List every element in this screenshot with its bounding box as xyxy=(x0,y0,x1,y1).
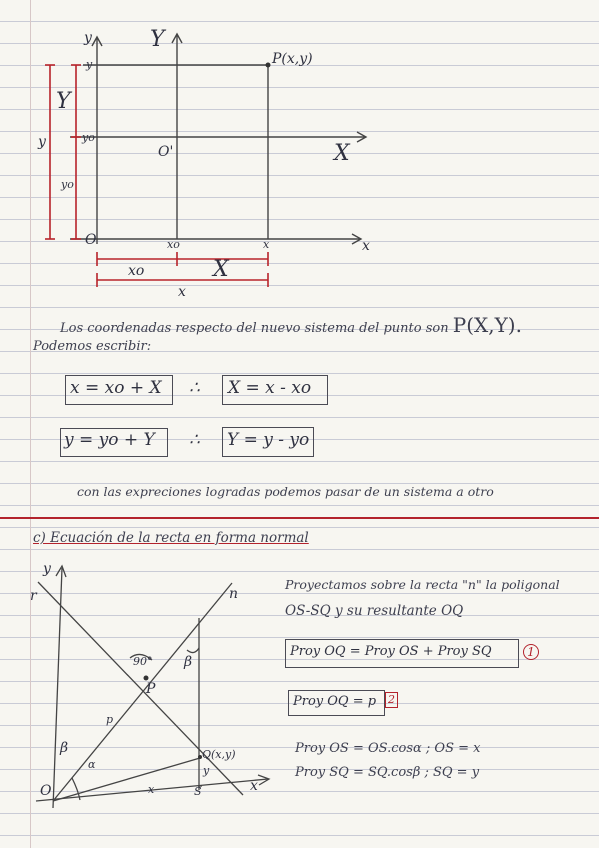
label-y-2: y xyxy=(43,561,51,577)
dim-Y: Y xyxy=(56,89,71,114)
point-P xyxy=(144,676,149,681)
therefore-1: ∴ xyxy=(189,378,200,398)
projection-text-1: Proyectamos sobre la recta "n" la poligonal xyxy=(285,577,560,592)
equation-4: Proy SQ = SQ.cosβ ; SQ = y xyxy=(295,765,480,780)
label-Q: Q(x,y) xyxy=(202,748,236,761)
label-n: n xyxy=(229,586,239,602)
label-P: P xyxy=(146,681,156,697)
segment-OQ xyxy=(53,758,200,801)
projection-text-2: OS-SQ y su resultante OQ xyxy=(285,603,464,619)
label-Y-axis: Y xyxy=(150,27,165,52)
equation-2: Proy OQ = p xyxy=(293,694,377,709)
y-axis-2 xyxy=(53,568,62,808)
therefore-2: ∴ xyxy=(189,430,200,450)
label-beta: β xyxy=(184,654,193,670)
dim-xo: xo xyxy=(128,263,145,279)
label-x-axis: x xyxy=(362,238,370,254)
label-beta-2: β xyxy=(60,740,69,756)
tick-yo: yo xyxy=(82,131,95,144)
podemos-escribir: Podemos escribir: xyxy=(33,339,152,354)
label-x-small: x xyxy=(148,783,155,796)
section-c-title: c) Ecuación de la recta en forma normal xyxy=(33,530,309,546)
label-point-p: P(x,y) xyxy=(272,51,313,67)
tick-xo: xo xyxy=(167,238,180,251)
label-90: 90° xyxy=(133,655,153,668)
label-O-2: O xyxy=(40,783,52,799)
label-alpha: α xyxy=(88,758,96,771)
equation-1-number: 1 xyxy=(523,644,539,660)
label-S: S xyxy=(194,785,202,798)
formula-2: y = yo + Y xyxy=(64,430,155,450)
label-origin: O xyxy=(85,232,97,248)
label-X-axis: X xyxy=(334,141,350,166)
formula-1: x = xo + X xyxy=(70,378,162,398)
coordinates-sentence: Los coordenadas respecto del nuevo sistema del punto son P(X,Y). xyxy=(60,313,522,337)
label-p: p xyxy=(106,713,114,726)
line-r xyxy=(38,582,243,795)
equation-2-number: 2 xyxy=(385,692,398,708)
dim-x: x xyxy=(178,284,186,300)
label-r: r xyxy=(30,588,37,604)
tick-x: x xyxy=(263,238,270,251)
expressions-sentence: con las expreciones logradas podemos pasar de un sistema a otro xyxy=(77,484,494,499)
dim-X: X xyxy=(213,257,229,282)
label-origin-prime: O' xyxy=(158,144,174,160)
beta-angle-mark xyxy=(187,648,199,653)
tick-y: y xyxy=(86,58,93,71)
formula-1b: X = x - xo xyxy=(228,378,312,398)
dim-y: y xyxy=(38,134,46,150)
equation-3: Proy OS = OS.cosα ; OS = x xyxy=(295,741,481,756)
formula-2b: Y = y - yo xyxy=(227,430,310,450)
label-y-axis: y xyxy=(84,30,92,46)
dim-yo: yo xyxy=(61,178,74,191)
label-x-2: x xyxy=(250,778,258,794)
label-y-small: y xyxy=(203,764,210,777)
equation-1: Proy OQ = Proy OS + Proy SQ xyxy=(290,644,492,659)
